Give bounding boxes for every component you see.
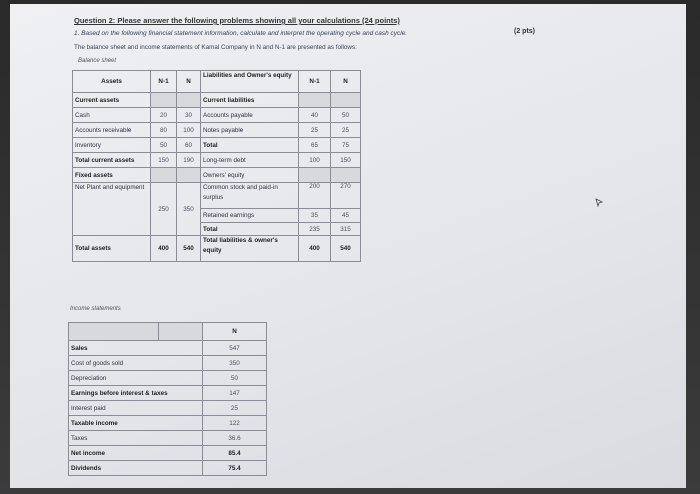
plant-n1-value: 250 xyxy=(151,183,177,236)
asset-n-value: 100 xyxy=(177,123,201,138)
n-header: N xyxy=(177,71,201,93)
income-row-label: Interest paid xyxy=(69,401,203,416)
asset-n-value: 190 xyxy=(177,153,201,168)
income-statement-table xyxy=(68,322,267,476)
n1-header-right: N-1 xyxy=(299,71,331,93)
total-assets-n: 540 xyxy=(177,236,201,262)
liability-label: Total xyxy=(201,138,299,153)
question-title: Question 2: Please answer the following problems showing all your calculations (24 points) xyxy=(74,16,400,25)
income-row-label: Depreciation xyxy=(69,371,203,386)
question-intro: The balance sheet and income statements of Kamal Company in N and N-1 are presented as follows: xyxy=(74,44,357,51)
table-row xyxy=(69,446,267,461)
asset-label: Cash xyxy=(73,108,151,123)
income-row-label: Sales xyxy=(69,341,203,356)
total-liabilities-n1: 400 xyxy=(299,236,331,262)
asset-n1-value: 50 xyxy=(151,138,177,153)
current-assets-label: Current assets xyxy=(73,93,151,108)
liability-n-value: 150 xyxy=(331,153,361,168)
balance-sheet-table xyxy=(72,70,489,262)
points-label: (2 pts) xyxy=(514,28,535,35)
document-page xyxy=(10,4,686,488)
income-row-label: Net income xyxy=(69,446,203,461)
current-liabilities-label: Current liabilities xyxy=(201,93,299,108)
income-row-value: 25 xyxy=(203,401,267,416)
liability-label: Notes payable xyxy=(201,123,299,138)
asset-label: Total current assets xyxy=(73,153,151,168)
table-row xyxy=(73,71,489,93)
liabilities-header: Liabilities and Owner's equity xyxy=(201,71,299,93)
table-row xyxy=(69,401,267,416)
equity-label: Retained earnings xyxy=(201,209,299,223)
equity-label: Common stock and paid-in surplus xyxy=(201,183,299,209)
liability-label: Long-term debt xyxy=(201,153,299,168)
table-row xyxy=(69,371,267,386)
table-row xyxy=(69,341,267,356)
income-row-value: 122 xyxy=(203,416,267,431)
equity-label: Total xyxy=(201,223,299,236)
equity-n-value: 270 xyxy=(331,183,361,209)
income-row-label: Earnings before interest & taxes xyxy=(69,386,203,401)
income-row-value: 36.6 xyxy=(203,431,267,446)
table-row xyxy=(69,386,267,401)
owners-equity-label: Owners' equity xyxy=(201,168,299,183)
equity-n1-value: 235 xyxy=(299,223,331,236)
liability-n1-value: 25 xyxy=(299,123,331,138)
asset-n-value: 60 xyxy=(177,138,201,153)
income-row-value: 547 xyxy=(203,341,267,356)
liability-n-value: 25 xyxy=(331,123,361,138)
equity-n-value: 315 xyxy=(331,223,361,236)
liability-n1-value: 40 xyxy=(299,108,331,123)
total-liabilities-label: Total liabilities & owner's equity xyxy=(201,236,299,262)
asset-label: Accounts receivable xyxy=(73,123,151,138)
table-row xyxy=(69,416,267,431)
income-row-value: 50 xyxy=(203,371,267,386)
assets-header: Assets xyxy=(73,71,151,93)
asset-n1-value: 80 xyxy=(151,123,177,138)
balance-sheet-label: Balance sheet xyxy=(78,58,117,64)
income-row-label: Taxable income xyxy=(69,416,203,431)
income-statement-label: Income statements xyxy=(70,306,121,312)
liability-n1-value: 65 xyxy=(299,138,331,153)
liability-n-value: 50 xyxy=(331,108,361,123)
table-row xyxy=(69,356,267,371)
income-n-header: N xyxy=(203,323,267,341)
total-assets-label: Total assets xyxy=(73,236,151,262)
total-assets-n1: 400 xyxy=(151,236,177,262)
asset-n1-value: 150 xyxy=(151,153,177,168)
income-row-label: Cost of goods sold xyxy=(69,356,203,371)
income-row-label: Taxes xyxy=(69,431,203,446)
plant-n-value: 350 xyxy=(177,183,201,236)
asset-n-value: 30 xyxy=(177,108,201,123)
total-liabilities-n: 540 xyxy=(331,236,361,262)
mouse-pointer-icon xyxy=(595,198,603,207)
asset-label: Inventory xyxy=(73,138,151,153)
n-header-right: N xyxy=(331,71,361,93)
table-row xyxy=(69,323,267,341)
fixed-assets-label: Fixed assets xyxy=(73,168,151,183)
table-row xyxy=(69,461,267,476)
table-row xyxy=(69,431,267,446)
income-row-value: 75.4 xyxy=(203,461,267,476)
n1-header: N-1 xyxy=(151,71,177,93)
liability-n-value: 75 xyxy=(331,138,361,153)
question-instruction: 1. Based on the following financial statement information, calculate and interpret the operating cycle and cash cycle. xyxy=(74,30,408,37)
income-row-value: 350 xyxy=(203,356,267,371)
equity-n-value: 45 xyxy=(331,209,361,223)
liability-label: Accounts payable xyxy=(201,108,299,123)
liability-n1-value: 100 xyxy=(299,153,331,168)
asset-n1-value: 20 xyxy=(151,108,177,123)
income-row-label: Dividends xyxy=(69,461,203,476)
income-row-value: 85.4 xyxy=(203,446,267,461)
equity-n1-value: 200 xyxy=(299,183,331,209)
income-row-value: 147 xyxy=(203,386,267,401)
equity-n1-value: 35 xyxy=(299,209,331,223)
plant-label: Net Plant and equipment xyxy=(73,183,151,236)
